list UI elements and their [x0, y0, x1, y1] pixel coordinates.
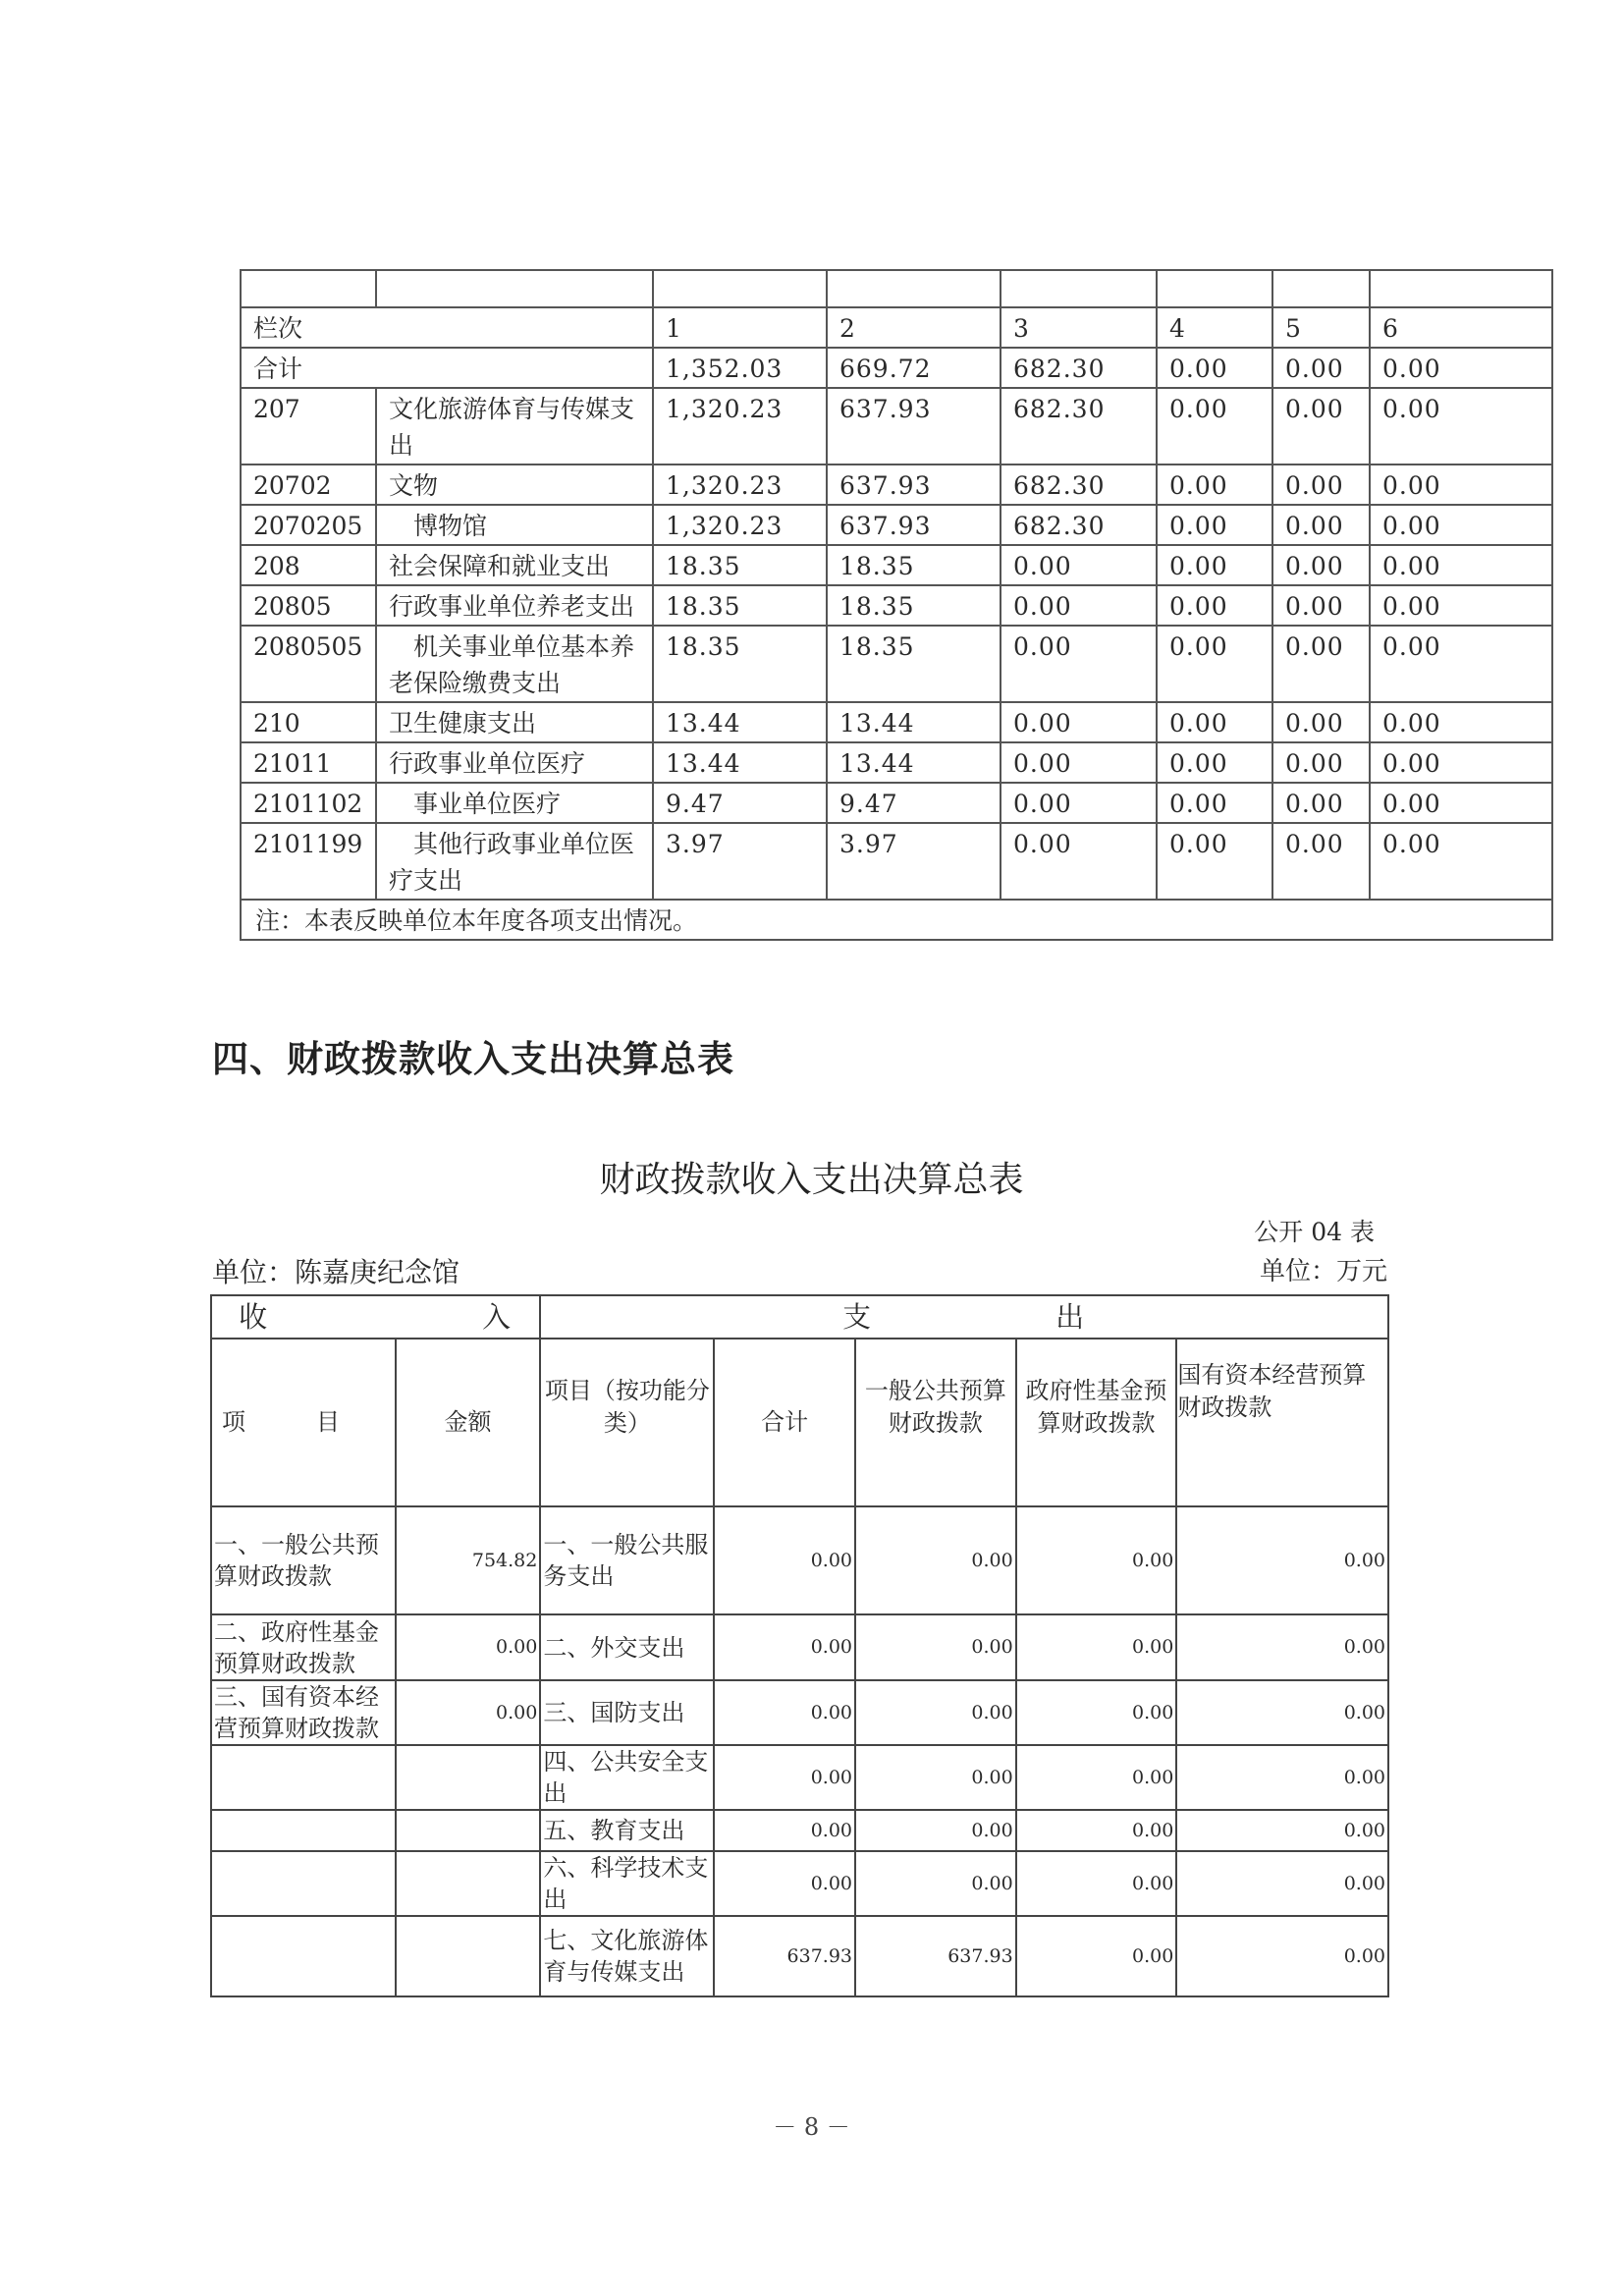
col-number: 4 — [1157, 307, 1272, 348]
value-cell: 0.00 — [1370, 348, 1552, 388]
value-cell: 0.00 — [1157, 783, 1272, 823]
value-cell: 0.00 — [1370, 823, 1552, 900]
value-cell: 0.00 — [1272, 783, 1370, 823]
value-cell: 0.00 — [1370, 505, 1552, 545]
value-cell: 0.00 — [1157, 505, 1272, 545]
value-cell: 1,320.23 — [653, 465, 827, 505]
expenditure-row — [241, 823, 1552, 900]
value-cell: 0.00 — [1157, 585, 1272, 626]
expense-item: 七、文化旅游体育与传媒支出 — [540, 1916, 714, 1996]
value-cell: 0.00 — [1272, 702, 1370, 742]
value-cell: 0.00 — [1157, 702, 1272, 742]
general-budget-amount: 0.00 — [855, 1851, 1016, 1916]
subject-code: 2101199 — [241, 823, 376, 900]
expense-item: 五、教育支出 — [540, 1810, 714, 1851]
value-cell: 0.00 — [1370, 702, 1552, 742]
value-cell: 0.00 — [1001, 545, 1157, 585]
col-total-header: 合计 — [714, 1339, 855, 1506]
general-budget-amount: 0.00 — [855, 1614, 1016, 1680]
state-capital-amount: 0.00 — [1176, 1680, 1388, 1745]
expense-item: 四、公共安全支出 — [540, 1745, 714, 1810]
expenditure-row — [241, 545, 1552, 585]
expenditure-row — [241, 702, 1552, 742]
income-item: 三、国有资本经营预算财政拨款 — [211, 1680, 396, 1745]
state-capital-amount: 0.00 — [1176, 1506, 1388, 1614]
subject-code: 21011 — [241, 742, 376, 783]
value-cell: 3.97 — [827, 823, 1001, 900]
value-cell: 0.00 — [1272, 585, 1370, 626]
expenditure-row — [241, 585, 1552, 626]
value-cell: 0.00 — [1272, 742, 1370, 783]
expense-item: 六、科学技术支出 — [540, 1851, 714, 1916]
value-cell: 0.00 — [1272, 626, 1370, 702]
subject-name: 文化旅游体育与传媒支出 — [376, 388, 653, 465]
income-item — [211, 1851, 396, 1916]
col-number: 5 — [1272, 307, 1370, 348]
state-capital-amount: 0.00 — [1176, 1916, 1388, 1996]
form-number: 公开 04 表 — [1254, 1218, 1375, 1246]
income-item — [211, 1916, 396, 1996]
value-cell: 682.30 — [1001, 348, 1157, 388]
subject-name: 事业单位医疗 — [376, 783, 653, 823]
expenditure-rows — [241, 388, 1552, 900]
col-number: 1 — [653, 307, 827, 348]
subject-code: 2080505 — [241, 626, 376, 702]
value-cell: 0.00 — [1272, 388, 1370, 465]
expense-total: 0.00 — [714, 1851, 855, 1916]
group-header-row — [211, 1295, 1388, 1339]
value-cell: 0.00 — [1157, 626, 1272, 702]
expense-header: 支 出 — [540, 1295, 1388, 1339]
value-cell: 0.00 — [1001, 626, 1157, 702]
value-cell: 13.44 — [653, 702, 827, 742]
col-index-label: 栏次 — [241, 307, 653, 348]
appropriation-row — [211, 1680, 1388, 1745]
income-amount — [396, 1851, 541, 1916]
subject-name: 其他行政事业单位医疗支出 — [376, 823, 653, 900]
value-cell: 0.00 — [1272, 505, 1370, 545]
appropriation-row — [211, 1810, 1388, 1851]
value-cell: 682.30 — [1001, 465, 1157, 505]
col-number: 2 — [827, 307, 1001, 348]
value-cell: 13.44 — [827, 742, 1001, 783]
subject-code: 2070205 — [241, 505, 376, 545]
value-cell: 0.00 — [1370, 585, 1552, 626]
value-cell: 18.35 — [653, 545, 827, 585]
general-budget-amount: 0.00 — [855, 1506, 1016, 1614]
income-item: 一、一般公共预算财政拨款 — [211, 1506, 396, 1614]
appropriation-row — [211, 1916, 1388, 1996]
expenditure-row — [241, 742, 1552, 783]
state-capital-amount: 0.00 — [1176, 1614, 1388, 1680]
expense-total: 0.00 — [714, 1680, 855, 1745]
expense-item: 一、一般公共服务支出 — [540, 1506, 714, 1614]
col-item-header: 项 目 — [211, 1339, 396, 1506]
subject-name: 博物馆 — [376, 505, 653, 545]
gov-fund-amount: 0.00 — [1016, 1916, 1177, 1996]
column-index-row — [241, 307, 1552, 348]
gov-fund-amount: 0.00 — [1016, 1614, 1177, 1680]
income-amount: 754.82 — [396, 1506, 541, 1614]
appropriation-row — [211, 1506, 1388, 1614]
general-budget-amount: 0.00 — [855, 1810, 1016, 1851]
col-amount-header: 金额 — [396, 1339, 541, 1506]
subject-code: 20805 — [241, 585, 376, 626]
gov-fund-amount: 0.00 — [1016, 1506, 1177, 1614]
income-amount — [396, 1810, 541, 1851]
appropriation-row — [211, 1614, 1388, 1680]
subject-name: 文物 — [376, 465, 653, 505]
value-cell: 669.72 — [827, 348, 1001, 388]
value-cell: 682.30 — [1001, 505, 1157, 545]
value-cell: 0.00 — [1001, 585, 1157, 626]
value-cell: 18.35 — [653, 585, 827, 626]
value-cell: 0.00 — [1001, 742, 1157, 783]
value-cell: 0.00 — [1272, 823, 1370, 900]
value-cell: 0.00 — [1001, 823, 1157, 900]
income-item — [211, 1810, 396, 1851]
appropriation-summary-table — [210, 1294, 1389, 1997]
value-cell: 0.00 — [1272, 465, 1370, 505]
value-cell: 637.93 — [827, 465, 1001, 505]
total-label: 合计 — [241, 348, 653, 388]
gov-fund-amount: 0.00 — [1016, 1680, 1177, 1745]
value-cell: 0.00 — [1001, 702, 1157, 742]
col-general-header: 一般公共预算财政拨款 — [855, 1339, 1016, 1506]
blank-header-row — [241, 270, 1552, 307]
col-number: 3 — [1001, 307, 1157, 348]
income-amount — [396, 1916, 541, 1996]
value-cell: 0.00 — [1370, 465, 1552, 505]
unit-name: 单位：陈嘉庚纪念馆 — [212, 1256, 460, 1288]
value-cell: 0.00 — [1157, 348, 1272, 388]
value-cell: 1,320.23 — [653, 505, 827, 545]
state-capital-amount: 0.00 — [1176, 1810, 1388, 1851]
value-cell: 0.00 — [1001, 783, 1157, 823]
value-cell: 0.00 — [1157, 465, 1272, 505]
expenditure-row — [241, 783, 1552, 823]
general-budget-amount: 637.93 — [855, 1916, 1016, 1996]
value-cell: 0.00 — [1157, 823, 1272, 900]
value-cell: 0.00 — [1370, 783, 1552, 823]
general-budget-amount: 0.00 — [855, 1745, 1016, 1810]
value-cell: 1,352.03 — [653, 348, 827, 388]
appropriation-row — [211, 1745, 1388, 1810]
subject-code: 208 — [241, 545, 376, 585]
appropriation-rows — [211, 1506, 1388, 1996]
column-header-row — [211, 1339, 1388, 1506]
col-fund-header: 政府性基金预算财政拨款 — [1016, 1339, 1177, 1506]
state-capital-amount: 0.00 — [1176, 1745, 1388, 1810]
value-cell: 1,320.23 — [653, 388, 827, 465]
expense-total: 0.00 — [714, 1614, 855, 1680]
value-cell: 0.00 — [1157, 388, 1272, 465]
expenditure-row — [241, 505, 1552, 545]
gov-fund-amount: 0.00 — [1016, 1851, 1177, 1916]
col-state-header: 国有资本经营预算财政拨款 — [1176, 1339, 1388, 1506]
value-cell: 0.00 — [1370, 626, 1552, 702]
value-cell: 9.47 — [827, 783, 1001, 823]
page-number: － 8 － — [773, 2113, 850, 2141]
value-cell: 18.35 — [827, 545, 1001, 585]
value-cell: 13.44 — [653, 742, 827, 783]
value-cell: 13.44 — [827, 702, 1001, 742]
income-item: 二、政府性基金预算财政拨款 — [211, 1614, 396, 1680]
table-title: 财政拨款收入支出决算总表 — [599, 1160, 1024, 1200]
expenditure-table — [240, 269, 1553, 941]
subject-name: 卫生健康支出 — [376, 702, 653, 742]
value-cell: 0.00 — [1272, 348, 1370, 388]
expense-item: 二、外交支出 — [540, 1614, 714, 1680]
income-amount — [396, 1745, 541, 1810]
expenditure-row — [241, 465, 1552, 505]
expense-total: 637.93 — [714, 1916, 855, 1996]
value-cell: 9.47 — [653, 783, 827, 823]
value-cell: 0.00 — [1370, 388, 1552, 465]
subject-name: 社会保障和就业支出 — [376, 545, 653, 585]
col-func-header: 项目（按功能分类） — [540, 1339, 714, 1506]
income-item — [211, 1745, 396, 1810]
subject-name: 机关事业单位基本养老保险缴费支出 — [376, 626, 653, 702]
value-cell: 3.97 — [653, 823, 827, 900]
subject-code: 207 — [241, 388, 376, 465]
subject-name: 行政事业单位医疗 — [376, 742, 653, 783]
section-title: 四、财政拨款收入支出决算总表 — [212, 1038, 734, 1080]
expense-total: 0.00 — [714, 1810, 855, 1851]
income-amount: 0.00 — [396, 1680, 541, 1745]
total-row — [241, 348, 1552, 388]
expenditure-row — [241, 626, 1552, 702]
value-cell: 18.35 — [827, 585, 1001, 626]
income-header: 收 入 — [211, 1295, 540, 1339]
value-cell: 18.35 — [827, 626, 1001, 702]
income-amount: 0.00 — [396, 1614, 541, 1680]
subject-code: 20702 — [241, 465, 376, 505]
general-budget-amount: 0.00 — [855, 1680, 1016, 1745]
value-cell: 18.35 — [653, 626, 827, 702]
gov-fund-amount: 0.00 — [1016, 1810, 1177, 1851]
value-cell: 0.00 — [1370, 742, 1552, 783]
value-cell: 682.30 — [1001, 388, 1157, 465]
subject-name: 行政事业单位养老支出 — [376, 585, 653, 626]
currency-unit: 单位：万元 — [1259, 1257, 1387, 1286]
value-cell: 0.00 — [1157, 742, 1272, 783]
table-note: 注：本表反映单位本年度各项支出情况。 — [241, 900, 1552, 940]
value-cell: 0.00 — [1157, 545, 1272, 585]
subject-code: 210 — [241, 702, 376, 742]
note-row — [241, 900, 1552, 940]
subject-code: 2101102 — [241, 783, 376, 823]
value-cell: 637.93 — [827, 505, 1001, 545]
expense-item: 三、国防支出 — [540, 1680, 714, 1745]
value-cell: 0.00 — [1272, 545, 1370, 585]
value-cell: 0.00 — [1370, 545, 1552, 585]
state-capital-amount: 0.00 — [1176, 1851, 1388, 1916]
expenditure-row — [241, 388, 1552, 465]
expense-total: 0.00 — [714, 1506, 855, 1614]
value-cell: 637.93 — [827, 388, 1001, 465]
expense-total: 0.00 — [714, 1745, 855, 1810]
gov-fund-amount: 0.00 — [1016, 1745, 1177, 1810]
col-number: 6 — [1370, 307, 1552, 348]
appropriation-row — [211, 1851, 1388, 1916]
